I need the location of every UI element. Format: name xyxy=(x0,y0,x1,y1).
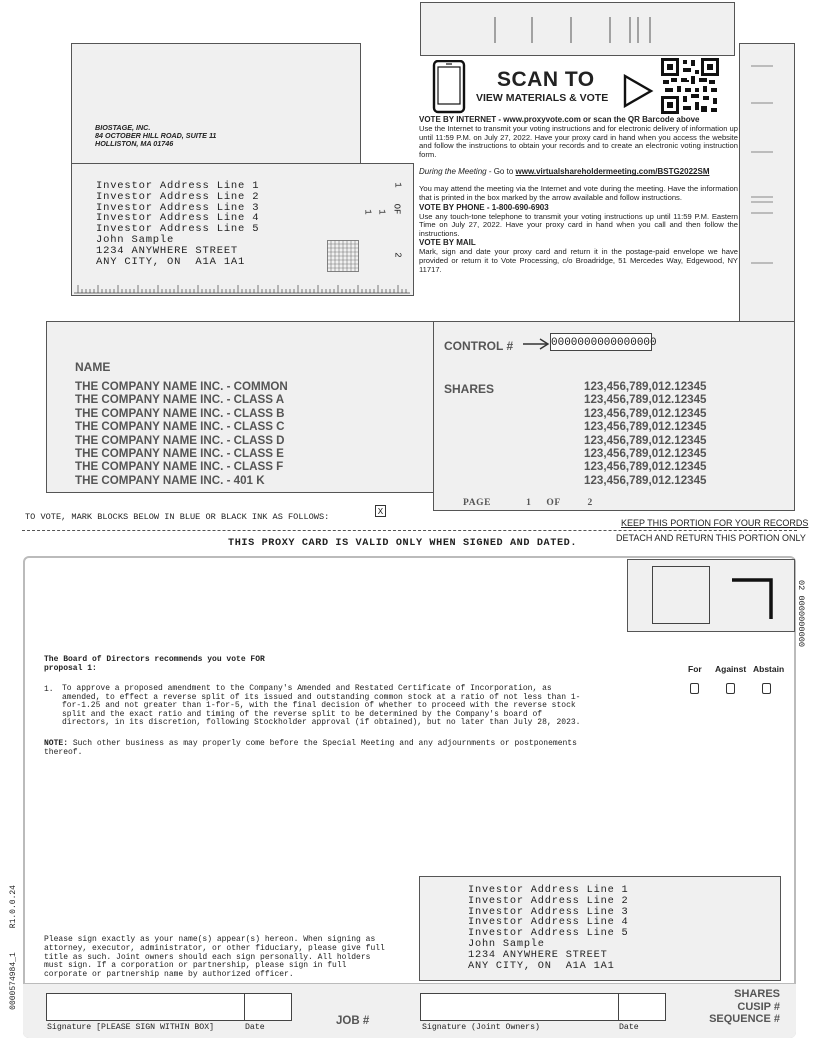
card-investor-name: John Sample xyxy=(468,937,545,950)
card-left-code2: R1.0.0.24 xyxy=(9,885,18,929)
proposal-number: 1. xyxy=(44,685,54,694)
card-address-line: Investor Address Line 5 xyxy=(468,927,629,940)
card-codes xyxy=(690,988,780,1026)
investor-address-box xyxy=(71,163,414,296)
card-side-code: 02 0000000000 xyxy=(796,580,806,648)
recommendation xyxy=(44,656,265,673)
card-address-line: Investor Address Line 1 xyxy=(468,884,629,896)
page-total: 2 xyxy=(587,498,593,508)
perforation-marks-icon xyxy=(740,44,794,321)
vote-meeting-line xyxy=(419,167,738,177)
joint-signature-label: Signature (Joint Owners) xyxy=(422,1023,540,1032)
proposal-text: To approve a proposed amendment to the Company's Amended and Restated Certificate of Incorporation, as amended, to effect a reverse split of its issued and outstanding common stock at a ratio of not less than 1-for-1.25 and not greater than 1-for-5, with the final decision of whether to proceed with the reverse stock split and the exact ratio and timing of the reverse split to be determined by the Company's board of directors, in its discretion, following Stockholder approval (if obtained), but no later than July 28, 2023. xyxy=(62,684,581,728)
vote-meeting-text: You may attend the meeting via the Internet and vote during the meeting. Have the information that is printed in the box marked by the arrow available and follow instructions. xyxy=(419,184,738,202)
card-investor-street: 1234 ANYWHERE STREET xyxy=(468,948,608,961)
card-logo-placeholder xyxy=(652,566,710,624)
investor-address-line: Investor Address Line 5 xyxy=(96,223,260,236)
joint-signature-box[interactable] xyxy=(420,993,619,1021)
page-marker xyxy=(359,176,413,266)
holding-name: THE COMPANY NAME INC. - CLASS F xyxy=(75,460,284,474)
recommendation-line2: proposal 1: xyxy=(44,663,97,673)
holding-name: THE COMPANY NAME INC. - CLASS C xyxy=(75,420,285,434)
investor-name: John Sample xyxy=(96,233,175,246)
card-cusip-label: CUSIP # xyxy=(737,1000,780,1013)
investor-address-line: Investor Address Line 2 xyxy=(96,190,260,203)
name-label: NAME xyxy=(75,360,111,374)
page-label: PAGE xyxy=(463,498,492,508)
page-indicator xyxy=(463,498,593,508)
note-label: NOTE: xyxy=(44,739,69,748)
holding-name: THE COMPANY NAME INC. - 401 K xyxy=(75,473,265,487)
investor-address-lines xyxy=(96,181,259,267)
mark-example-box: X xyxy=(375,505,386,517)
top-barcode-box xyxy=(420,2,735,56)
vote-meeting-mid: - Go to xyxy=(486,167,516,177)
col-for: For xyxy=(688,664,702,674)
card-address-box xyxy=(419,876,781,981)
job-label: JOB # xyxy=(336,1015,370,1027)
card-sequence-label: SEQUENCE # xyxy=(709,1013,780,1025)
for-checkbox[interactable] xyxy=(690,683,699,694)
postal-grid-icon xyxy=(327,240,359,272)
joint-date-label: Date xyxy=(619,1023,639,1032)
investor-street: 1234 ANYWHERE STREET xyxy=(96,244,239,257)
investor-address-line: Investor Address Line 3 xyxy=(96,201,260,214)
note xyxy=(44,740,589,757)
recommendation-line1: The Board of Directors recommends you vote FOR xyxy=(44,655,265,664)
vote-mail-text: Mark, sign and date your proxy card and return it in the postage-paid envelope we have provided or return it to Vote Processing, c/o Broadridge, 51 Mercedes Way, Edgewood, NY 11717. xyxy=(419,247,738,274)
share-amount: 123,456,789,012.12345 xyxy=(584,406,707,420)
card-address-line: Investor Address Line 3 xyxy=(468,905,629,918)
share-amount: 123,456,789,012.12345 xyxy=(584,473,707,487)
holding-name: THE COMPANY NAME INC. - COMMON xyxy=(75,380,288,393)
vote-instructions xyxy=(419,115,738,274)
sender-address-box xyxy=(71,43,361,165)
holding-name: THE COMPANY NAME INC. - CLASS D xyxy=(75,433,285,447)
play-arrow-icon xyxy=(622,74,654,108)
sender-address xyxy=(95,124,216,148)
card-address-line: Investor Address Line 2 xyxy=(468,894,629,907)
perforation-strip xyxy=(739,43,795,322)
card-address-lines xyxy=(468,885,629,971)
perforation-line xyxy=(22,530,797,531)
abstain-checkbox[interactable] xyxy=(762,683,771,694)
date-label: Date xyxy=(245,1023,265,1032)
sender-address-line1: 84 OCTOBER HILL ROAD, SUITE 11 xyxy=(95,131,217,140)
qr-code-icon xyxy=(661,58,719,114)
card-shares-label: SHARES xyxy=(734,988,780,1000)
page-marker-current: 1 xyxy=(392,182,403,188)
page-marker-of: OF xyxy=(391,203,402,215)
share-amount: 123,456,789,012.12345 xyxy=(584,380,707,393)
share-amount: 123,456,789,012.12345 xyxy=(584,433,707,447)
investor-address-line: Investor Address Line 4 xyxy=(96,212,260,225)
control-number: 0000000000000000 xyxy=(550,333,652,351)
col-abstain: Abstain xyxy=(753,664,785,674)
against-checkbox[interactable] xyxy=(726,683,735,694)
page-number: 1 xyxy=(526,498,532,508)
vote-phone-heading: VOTE BY PHONE - 1-800-690-6903 xyxy=(419,202,549,212)
signature-box[interactable] xyxy=(46,993,245,1021)
share-amount: 123,456,789,012.12345 xyxy=(584,460,707,474)
vote-meeting-link[interactable]: www.virtualshareholdermeeting.com/BSTG2022SM xyxy=(515,167,710,177)
share-amount: 123,456,789,012.12345 xyxy=(584,393,707,407)
note-text: Such other business as may properly come before the Special Meeting and any adjournments or postponements thereof. xyxy=(44,739,577,757)
card-left-code xyxy=(9,885,18,1010)
holdings-name-box xyxy=(46,321,435,493)
sender-company: BIOSTAGE, INC. xyxy=(95,123,151,132)
vote-phone-text: Use any touch-tone telephone to transmit your voting instructions up until 11:59 P.M. Eastern Time on July 27, 2022. Have your proxy card in hand when you call and then follow the instructions. xyxy=(419,211,738,238)
page-marker-total: 2 xyxy=(392,252,403,258)
arrow-right-icon xyxy=(522,337,550,351)
investor-city: ANY CITY, ON A1A 1A1 xyxy=(96,255,246,268)
corner-mark-icon xyxy=(730,578,774,622)
shares-label: SHARES xyxy=(444,382,495,396)
ruler-ticks-icon xyxy=(74,282,410,294)
date-box[interactable] xyxy=(244,993,292,1021)
mark-instruction: TO VOTE, MARK BLOCKS BELOW IN BLUE OR BLACK INK AS FOLLOWS: xyxy=(25,512,330,522)
detach-portion-label: DETACH AND RETURN THIS PORTION ONLY xyxy=(616,533,806,543)
vote-mail-heading: VOTE BY MAIL xyxy=(419,238,476,248)
card-address-line: Investor Address Line 4 xyxy=(468,916,629,929)
vote-internet-text: Use the Internet to transmit your voting instructions and for electronic delivery of information up until 11:59 P.M. on July 27, 2022. Have your proxy card in hand when you access the website and follow the instructions to obtain your records and to create an electronic voting instruction form. xyxy=(419,124,738,159)
phone-icon xyxy=(432,60,468,114)
vote-meeting-prefix: During the Meeting xyxy=(419,167,487,177)
holding-name: THE COMPANY NAME INC. - CLASS A xyxy=(75,393,285,407)
valid-notice: THIS PROXY CARD IS VALID ONLY WHEN SIGNED AND DATED. xyxy=(228,538,578,549)
vote-internet-heading: VOTE BY INTERNET - www.proxyvote.com or scan the QR Barcode above xyxy=(419,115,700,124)
page-marker-c: 1 xyxy=(376,209,387,215)
page-marker-d: 1 xyxy=(362,209,373,215)
investor-address-line: Investor Address Line 1 xyxy=(96,180,260,192)
keep-portion-label: KEEP THIS PORTION FOR YOUR RECORDS xyxy=(621,518,809,528)
control-label: CONTROL # xyxy=(444,339,514,353)
holding-name: THE COMPANY NAME INC. - CLASS E xyxy=(75,447,284,461)
holdings-control-box xyxy=(433,321,795,511)
holdings-names xyxy=(75,380,288,487)
card-logo-box xyxy=(627,559,795,632)
share-amount: 123,456,789,012.12345 xyxy=(584,420,707,434)
barcode-icon xyxy=(421,3,734,55)
scan-title: SCAN TO xyxy=(497,68,595,91)
sender-address-line2: HOLLISTON, MA 01746 xyxy=(95,139,174,148)
card-investor-city: ANY CITY, ON A1A 1A1 xyxy=(468,959,615,972)
page-of: OF xyxy=(546,498,561,508)
share-amount: 123,456,789,012.12345 xyxy=(584,447,707,461)
scan-subtitle: VIEW MATERIALS & VOTE xyxy=(476,92,609,104)
holdings-shares xyxy=(584,380,707,487)
holding-name: THE COMPANY NAME INC. - CLASS B xyxy=(75,406,285,420)
card-left-code1: 0000574984_1 xyxy=(9,952,18,1010)
joint-date-box[interactable] xyxy=(618,993,666,1021)
signature-label: Signature [PLEASE SIGN WITHIN BOX] xyxy=(47,1023,215,1032)
sign-instructions: Please sign exactly as your name(s) appear(s) hereon. When signing as attorney, executor, administrator, or other fiduciary, please give full title as such. Joint owners should each sign personally. All holders must sign. If a corporation or partnership, please sign in full corporate or partnership name by authorized officer. xyxy=(44,935,385,980)
col-against: Against xyxy=(715,664,747,674)
